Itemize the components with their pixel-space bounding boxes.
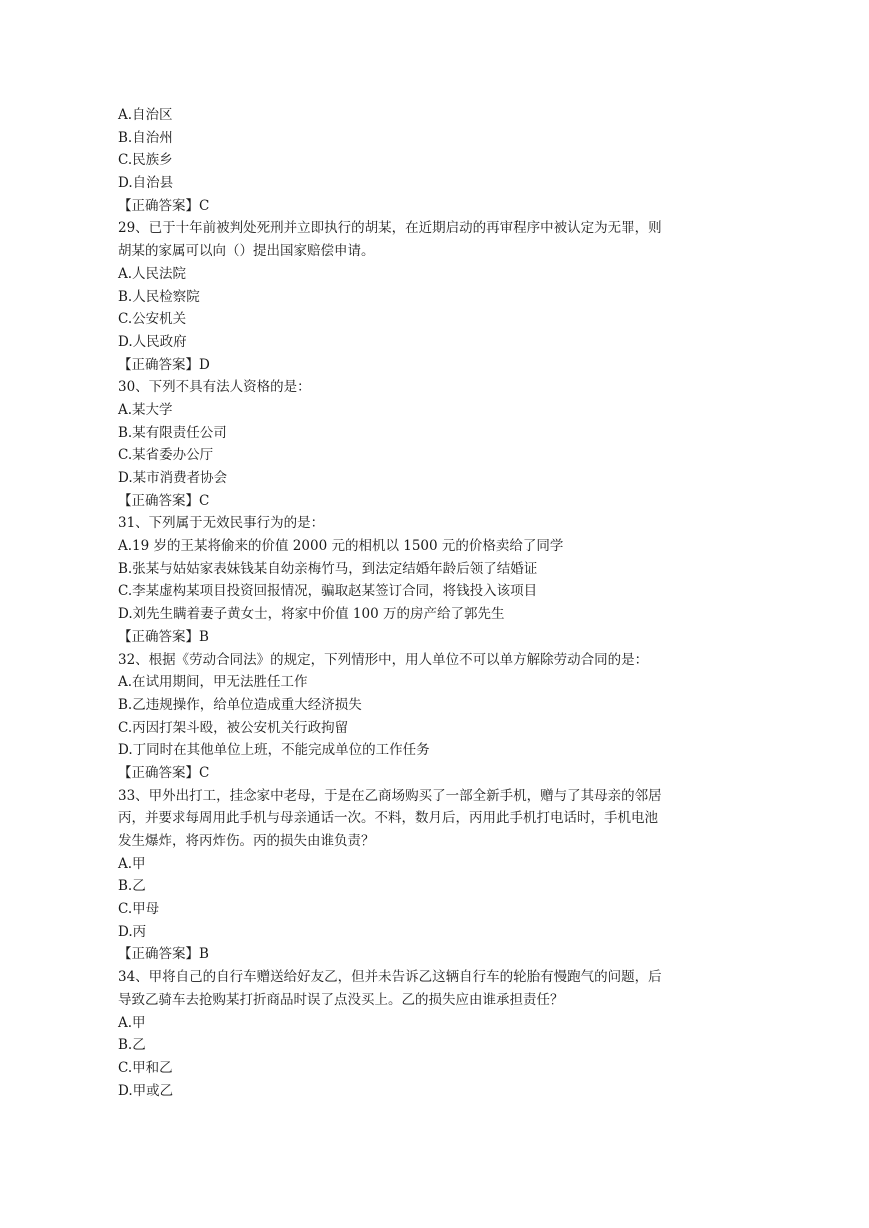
text-line: A.某大学: [118, 401, 173, 418]
text-line: C.李某虚构某项目投资回报情况，骗取赵某签订合同，将钱投入该项目: [118, 583, 538, 600]
text-line: C.甲母: [118, 901, 160, 918]
text-line: 【正确答案】C: [118, 492, 210, 509]
text-line: D.丁同时在其他单位上班，不能完成单位的工作任务: [118, 742, 430, 759]
text-line: A.甲: [118, 1014, 146, 1031]
text-line: C.某省委办公厅: [118, 447, 214, 464]
text-line: A.19 岁的王某将偷来的价值 2000 元的相机以 1500 元的价格卖给了同学: [118, 538, 564, 555]
text-line: A.自治区: [118, 107, 173, 123]
text-line: B.自治州: [118, 129, 173, 146]
text-line: 34、甲将自己的自行车赠送给好友乙，但并未告诉乙这辆自行车的轮胎有慢跑气的问题，后: [118, 969, 662, 986]
text-line: 胡某的家属可以向（）提出国家赔偿申请。: [118, 243, 375, 260]
text-line: 29、已于十年前被判处死刑并立即执行的胡某，在近期启动的再审程序中被认定为无罪，则: [118, 220, 662, 237]
text-line: A.甲: [118, 855, 146, 872]
text-line: D.丙: [118, 923, 147, 940]
text-line: B.张某与姑姑家表妹钱某自幼亲梅竹马，到法定结婚年龄后领了结婚证: [118, 560, 538, 577]
text-line: C.丙因打架斗殴，被公安机关行政拘留: [118, 719, 349, 736]
text-line: C.甲和乙: [118, 1059, 173, 1076]
text-line: 【正确答案】C: [118, 197, 210, 214]
text-line: A.人民法院: [118, 265, 187, 282]
text-line: 33、甲外出打工，挂念家中老母，于是在乙商场购买了一部全新手机，赠与了其母亲的邻居: [118, 787, 662, 804]
text-line: 【正确答案】B: [118, 946, 209, 963]
text-line: B.人民检察院: [118, 288, 200, 305]
text-line: C.公安机关: [118, 311, 187, 328]
text-line: B.某有限责任公司: [118, 424, 227, 441]
text-line: 【正确答案】C: [118, 764, 210, 781]
text-line: 30、下列不具有法人资格的是：: [118, 379, 311, 396]
text-line: B.乙: [118, 1037, 146, 1054]
text-line: A.在试用期间，甲无法胜任工作: [118, 674, 308, 691]
text-line: 32、根据《劳动合同法》的规定，下列情形中，用人单位不可以单方解除劳动合同的是：: [118, 651, 649, 668]
text-line: C.民族乡: [118, 152, 173, 169]
text-line: D.甲或乙: [118, 1082, 174, 1099]
text-line: B.乙违规操作，给单位造成重大经济损失: [118, 696, 362, 713]
text-line: 丙，并要求每周用此手机与母亲通话一次。不料，数月后，丙用此手机打电话时，手机电池: [118, 810, 658, 827]
text-line: 导致乙骑车去抢购某打折商品时误了点没买上。乙的损失应由谁承担责任？: [118, 991, 564, 1008]
text-line: B.乙: [118, 878, 146, 895]
text-line: D.自治县: [118, 175, 174, 192]
text-line: 31、下列属于无效民事行为的是：: [118, 515, 325, 532]
document-text: [118, 104, 738, 1102]
text-line: 发生爆炸，将丙炸伤。丙的损失由谁负责？: [118, 833, 375, 849]
text-line: 【正确答案】B: [118, 628, 209, 645]
text-line: D.某市消费者协会: [118, 470, 228, 486]
text-line: D.人民政府: [118, 333, 187, 350]
text-line: D.刘先生瞒着妻子黄女士，将家中价值 100 万的房产给了郭先生: [118, 606, 505, 623]
text-line: 【正确答案】D: [118, 356, 210, 373]
